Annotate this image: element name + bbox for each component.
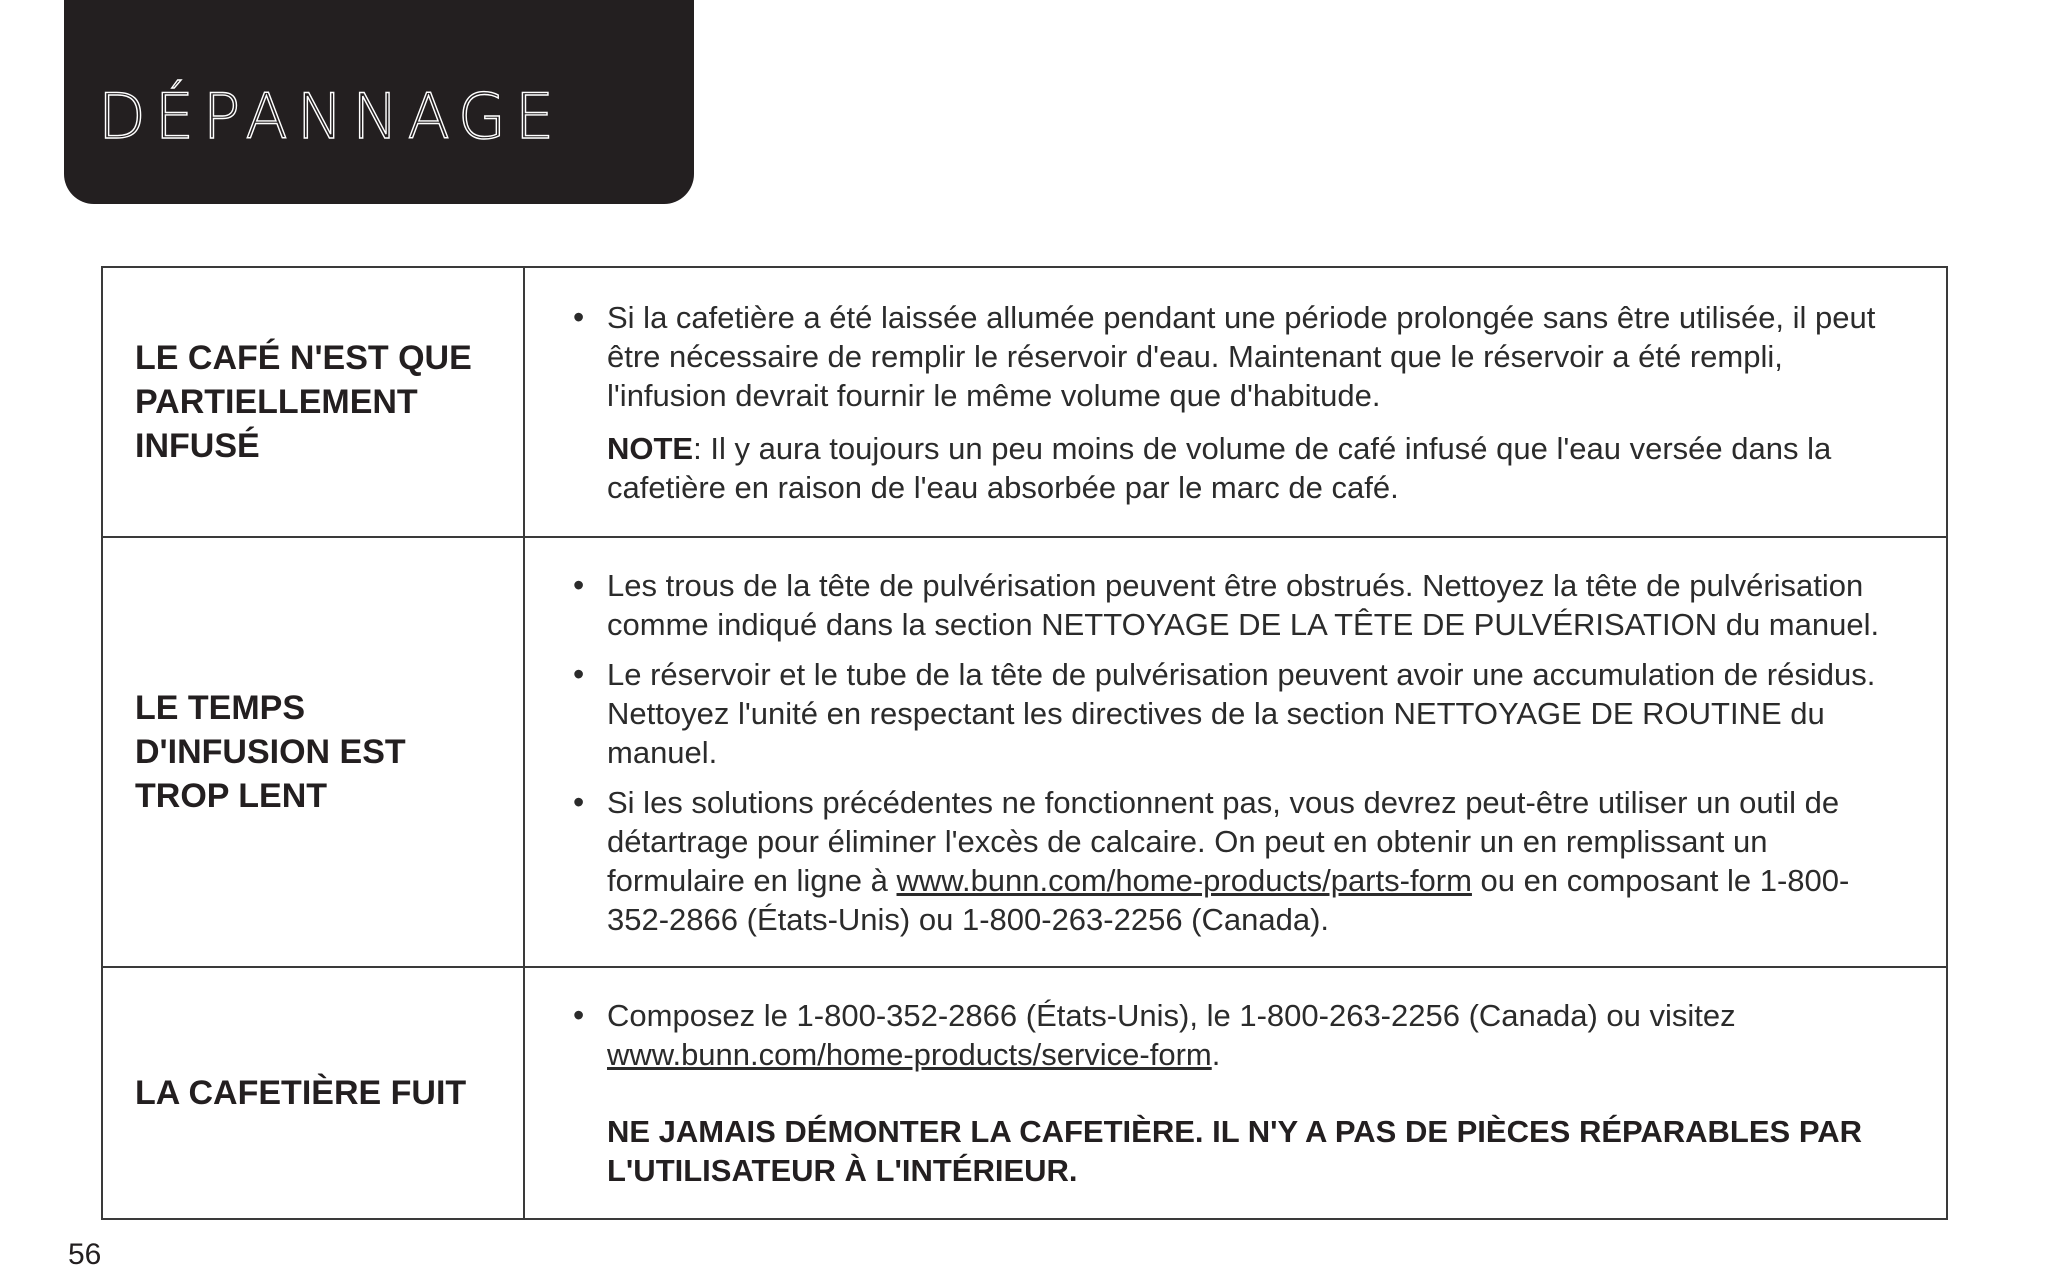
solution-list xyxy=(573,996,1896,1074)
list-item-text: ou en composant le 1-800-352-2866 (États-Unis) ou 1-800-263-2256 (Canada). xyxy=(607,862,1850,937)
problem-cell: LE TEMPS D'INFUSION EST TROP LENT xyxy=(102,537,524,967)
list-item: • Si la cafetière a été laissée allumée pendant une période prolongée sans être utilisée, il peut être nécessaire de remplir le réservoir d'eau. Maintenant que le réservoir a été rempli, l'infusion devrait fournir le même volume que d'habitude. xyxy=(573,298,1896,415)
solution-cell xyxy=(524,537,1947,967)
list-item: • Le réservoir et le tube de la tête de pulvérisation peuvent avoir une accumulation de résidus. Nettoyez l'unité en respectant les directives de la section NETTOYAGE DE ROUTINE du manuel. xyxy=(573,655,1896,772)
problem-cell: LE CAFÉ N'EST QUE PARTIELLEMENT INFUSÉ xyxy=(102,267,524,537)
note-text: : Il y aura toujours un peu moins de volume de café infusé que l'eau versée dans la cafetière en raison de l'eau absorbée par le marc de café. xyxy=(607,430,1832,505)
service-form-link[interactable]: www.bunn.com/home-products/service-form xyxy=(607,1037,1212,1072)
problem-cell: LA CAFETIÈRE FUIT xyxy=(102,967,524,1219)
troubleshooting-table xyxy=(101,266,1948,1220)
list-item xyxy=(573,783,1896,939)
list-item xyxy=(573,996,1896,1074)
page-title: DÉPANNAGE xyxy=(98,80,564,153)
list-item-text: Composez le 1-800-352-2866 (États-Unis), le 1-800-263-2256 (Canada) ou visitez xyxy=(607,998,1736,1033)
list-item: • Les trous de la tête de pulvérisation peuvent être obstrués. Nettoyez la tête de pulvérisation comme indiqué dans la section NETTOYAGE DE LA TÊTE DE PULVÉRISATION du manuel. xyxy=(573,566,1896,644)
note-label: NOTE xyxy=(607,430,694,466)
page-number: 56 xyxy=(68,1238,102,1271)
list-item-text: . xyxy=(1211,1037,1221,1072)
note-paragraph xyxy=(573,429,1896,507)
warning-text: NE JAMAIS DÉMONTER LA CAFETIÈRE. IL N'Y A PAS DE PIÈCES RÉPARABLES PAR L'UTILISATEUR À L'INTÉRIEUR. xyxy=(607,1114,1862,1188)
table-row xyxy=(102,967,1947,1219)
solution-list xyxy=(573,566,1896,939)
table-row xyxy=(102,267,1947,537)
solution-cell xyxy=(524,267,1947,537)
table-row xyxy=(102,537,1947,967)
section-header-tab xyxy=(64,0,694,204)
parts-form-link[interactable]: www.bunn.com/home-products/parts-form xyxy=(896,862,1472,898)
solution-list xyxy=(573,298,1896,415)
list-item-text: Si les solutions précédentes ne fonctionnent pas, vous devrez peut-être utiliser un outil de détartrage pour éliminer l'excès de calcaire. On peut en obtenir un en remplissant un formulaire en ligne à xyxy=(607,784,1840,898)
solution-cell xyxy=(524,967,1947,1219)
